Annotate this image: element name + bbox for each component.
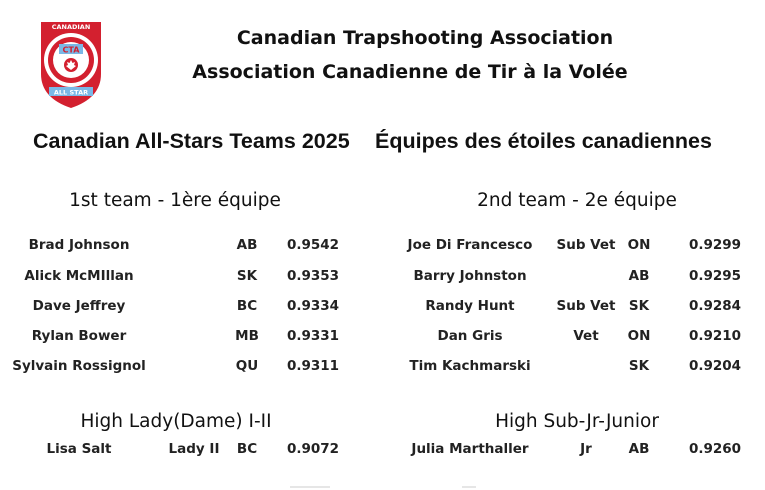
player-name: Brad Johnson [28,237,130,253]
average: 0.9072 [286,441,340,457]
player-name: Joe Di Francesco [407,237,533,253]
category: Lady II [168,441,220,457]
player-name: Sylvain Rossignol [12,358,146,374]
average: 0.9311 [286,358,340,374]
average: 0.9542 [286,237,340,253]
average: 0.9353 [286,268,340,284]
player-name: Julia Marthaller [411,441,529,457]
player-name: Barry Johnston [413,268,527,284]
province: ON [627,328,651,344]
svg-text:CANADIAN: CANADIAN [51,23,91,31]
high-lady-heading: High Lady(Dame) I-II [80,411,272,432]
average: 0.9210 [688,328,742,344]
org-name-fr: Association Canadienne de Tir à la Volée [192,61,628,83]
province: AB [628,268,650,284]
province: SK [236,268,258,284]
average: 0.9284 [688,298,742,314]
divider [290,486,330,488]
average: 0.9204 [688,358,742,374]
player-name: Dave Jeffrey [32,298,126,314]
second-team-heading: 2nd team - 2e équipe [477,190,677,211]
player-name: Tim Kachmarski [409,358,531,374]
province: BC [236,298,258,314]
page-title-fr: Équipes des étoiles canadiennes [375,129,712,153]
high-junior-heading: High Sub-Jr-Junior [495,411,659,432]
category: Jr [580,441,592,457]
average: 0.9331 [286,328,340,344]
player-name: Lisa Salt [46,441,112,457]
page-title-en: Canadian All-Stars Teams 2025 [33,129,350,153]
province: ON [627,237,651,253]
province: MB [235,328,259,344]
cta-all-star-logo [35,18,107,110]
svg-text:ALL STAR: ALL STAR [53,88,89,97]
province: QU [235,358,259,374]
category: Sub Vet [556,298,616,314]
average: 0.9260 [688,441,742,457]
category: Sub Vet [556,237,616,253]
province: AB [236,237,258,253]
player-name: Rylan Bower [31,328,127,344]
player-name: Randy Hunt [425,298,515,314]
player-name: Dan Gris [437,328,503,344]
province: SK [628,358,650,374]
first-team-heading: 1st team - 1ère équipe [69,190,281,211]
average: 0.9295 [688,268,742,284]
average: 0.9299 [688,237,742,253]
divider [462,486,476,488]
province: SK [628,298,650,314]
org-name-en: Canadian Trapshooting Association [236,27,614,49]
province: AB [628,441,650,457]
svg-text:CTA: CTA [62,45,80,55]
category: Vet [573,328,599,344]
player-name: Alick McMIllan [24,268,134,284]
average: 0.9334 [286,298,340,314]
province: BC [236,441,258,457]
